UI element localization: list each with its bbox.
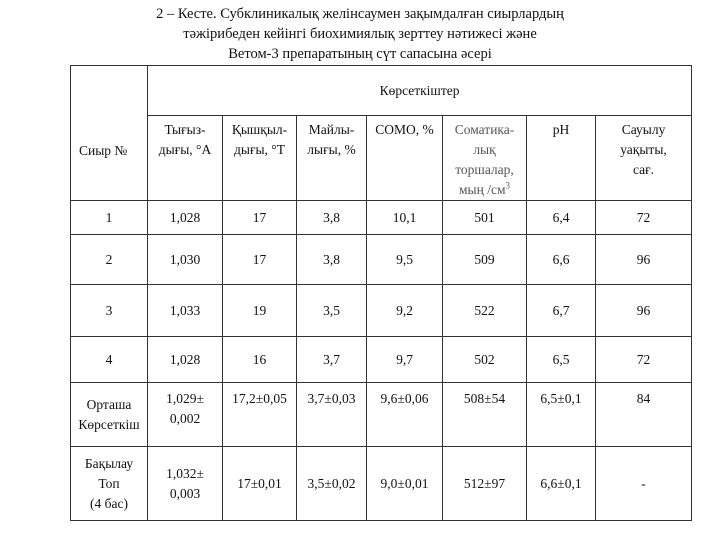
cell-text: 3 bbox=[505, 180, 510, 191]
header-row-1 bbox=[71, 66, 692, 116]
table-cell: 1,028 bbox=[148, 337, 223, 383]
table-cell: 96 bbox=[596, 235, 692, 285]
caption-line-1: 2 – Кесте. Субклиникалық желінсаумен зақымдалған сиырлардың bbox=[156, 6, 564, 22]
cell-text: лық bbox=[473, 142, 496, 157]
caption-line-2: тәжірибеден кейінгі биохимиялық зерттеу нәтижесі және bbox=[183, 26, 537, 42]
cell-text: сағ. bbox=[632, 162, 655, 177]
col-header-acidity bbox=[223, 116, 297, 201]
indicators-group-header: Көрсеткіштер bbox=[148, 66, 692, 116]
row-header-cell bbox=[71, 66, 148, 201]
table-cell: 6,6±0,1 bbox=[527, 447, 596, 521]
cell-text: 0,003 bbox=[169, 485, 201, 501]
table-cell: 19 bbox=[223, 285, 297, 337]
cell-text: Қышқыл- bbox=[231, 122, 288, 137]
table-cell: 9,0±0,01 bbox=[367, 447, 443, 521]
cell-text bbox=[445, 180, 524, 200]
table-cell: 6,6 bbox=[527, 235, 596, 285]
table-cell: 502 bbox=[443, 337, 527, 383]
cow-number-header: Сиыр № bbox=[79, 143, 128, 158]
cell-text: мың /см bbox=[459, 182, 506, 197]
table-cell: 6,5±0,1 bbox=[527, 383, 596, 447]
cell-text: рН bbox=[552, 122, 570, 137]
cell-text: (4 бас) bbox=[90, 495, 128, 511]
results-table bbox=[70, 65, 692, 521]
table-cell: 6,7 bbox=[527, 285, 596, 337]
control-density bbox=[148, 447, 223, 521]
cell-text: торшалар, bbox=[455, 162, 514, 177]
table-cell: 17 bbox=[223, 201, 297, 235]
header-row-2 bbox=[71, 116, 692, 201]
col-header-ph bbox=[527, 116, 596, 201]
table-row bbox=[71, 235, 692, 285]
table-cell: 72 bbox=[596, 201, 692, 235]
cell-text: дығы, °Т bbox=[234, 142, 285, 157]
cell-text: Орташа bbox=[86, 396, 132, 412]
table-cell: 6,5 bbox=[527, 337, 596, 383]
table-cell: 3,7 bbox=[297, 337, 367, 383]
table-caption bbox=[0, 4, 720, 64]
cell-text: Майлы- bbox=[308, 122, 355, 137]
table-cell: 17,2±0,05 bbox=[223, 383, 297, 447]
table-cell: 10,1 bbox=[367, 201, 443, 235]
table-cell: 96 bbox=[596, 285, 692, 337]
table-cell: 1,033 bbox=[148, 285, 223, 337]
cell-text: 1,029± bbox=[166, 391, 204, 406]
table-cell: 3 bbox=[71, 285, 148, 337]
table-cell: 16 bbox=[223, 337, 297, 383]
col-header-milking-time bbox=[596, 116, 692, 201]
cell-text: СОМО, % bbox=[375, 122, 434, 137]
table-cell: 9,6±0,06 bbox=[367, 383, 443, 447]
average-row bbox=[71, 383, 692, 447]
col-header-somatic-cells bbox=[443, 116, 527, 201]
cell-text: Соматика- bbox=[454, 122, 515, 137]
cell-text: уақыты, bbox=[620, 142, 667, 157]
table-cell: 512±97 bbox=[443, 447, 527, 521]
caption-line-3: Ветом-3 препаратының сүт сапасына әсері bbox=[228, 46, 492, 62]
table-cell: 3,5 bbox=[297, 285, 367, 337]
table-row bbox=[71, 201, 692, 235]
cell-text: 1,032± bbox=[166, 465, 204, 481]
table-cell: 9,2 bbox=[367, 285, 443, 337]
cell-text: Көрсеткіш bbox=[78, 416, 140, 432]
table-cell: 4 bbox=[71, 337, 148, 383]
table-cell: 72 bbox=[596, 337, 692, 383]
table-cell: 17 bbox=[223, 235, 297, 285]
table-cell: 3,8 bbox=[297, 201, 367, 235]
col-header-somo bbox=[367, 116, 443, 201]
table-cell: 9,7 bbox=[367, 337, 443, 383]
table-cell: 84 bbox=[596, 383, 692, 447]
cell-text: лығы, % bbox=[307, 142, 356, 157]
table-cell: 1,030 bbox=[148, 235, 223, 285]
table-cell: 9,5 bbox=[367, 235, 443, 285]
cell-text: дығы, °А bbox=[158, 142, 212, 157]
average-label bbox=[71, 383, 148, 447]
table-cell: 3,8 bbox=[297, 235, 367, 285]
col-header-fat bbox=[297, 116, 367, 201]
control-row bbox=[71, 447, 692, 521]
cell-text: Тығыз- bbox=[164, 122, 206, 137]
table-cell: 17±0,01 bbox=[223, 447, 297, 521]
table-cell: - bbox=[596, 447, 692, 521]
table-row bbox=[71, 337, 692, 383]
col-header-density bbox=[148, 116, 223, 201]
table-cell: 6,4 bbox=[527, 201, 596, 235]
table-cell: 3,5±0,02 bbox=[297, 447, 367, 521]
table-cell: 508±54 bbox=[443, 383, 527, 447]
control-label bbox=[71, 447, 148, 521]
table-cell: 522 bbox=[443, 285, 527, 337]
table-cell: 2 bbox=[71, 235, 148, 285]
table-cell: 3,7±0,03 bbox=[297, 383, 367, 447]
table-row bbox=[71, 285, 692, 337]
table-cell: 1,028 bbox=[148, 201, 223, 235]
table-cell: 1 bbox=[71, 201, 148, 235]
average-density bbox=[148, 383, 223, 447]
cell-text: Сауылу bbox=[621, 122, 666, 137]
cell-text: Топ bbox=[98, 475, 120, 491]
cell-text: 0,002 bbox=[169, 411, 201, 426]
cell-text: Бақылау bbox=[84, 455, 134, 471]
table-cell: 509 bbox=[443, 235, 527, 285]
table-cell: 501 bbox=[443, 201, 527, 235]
